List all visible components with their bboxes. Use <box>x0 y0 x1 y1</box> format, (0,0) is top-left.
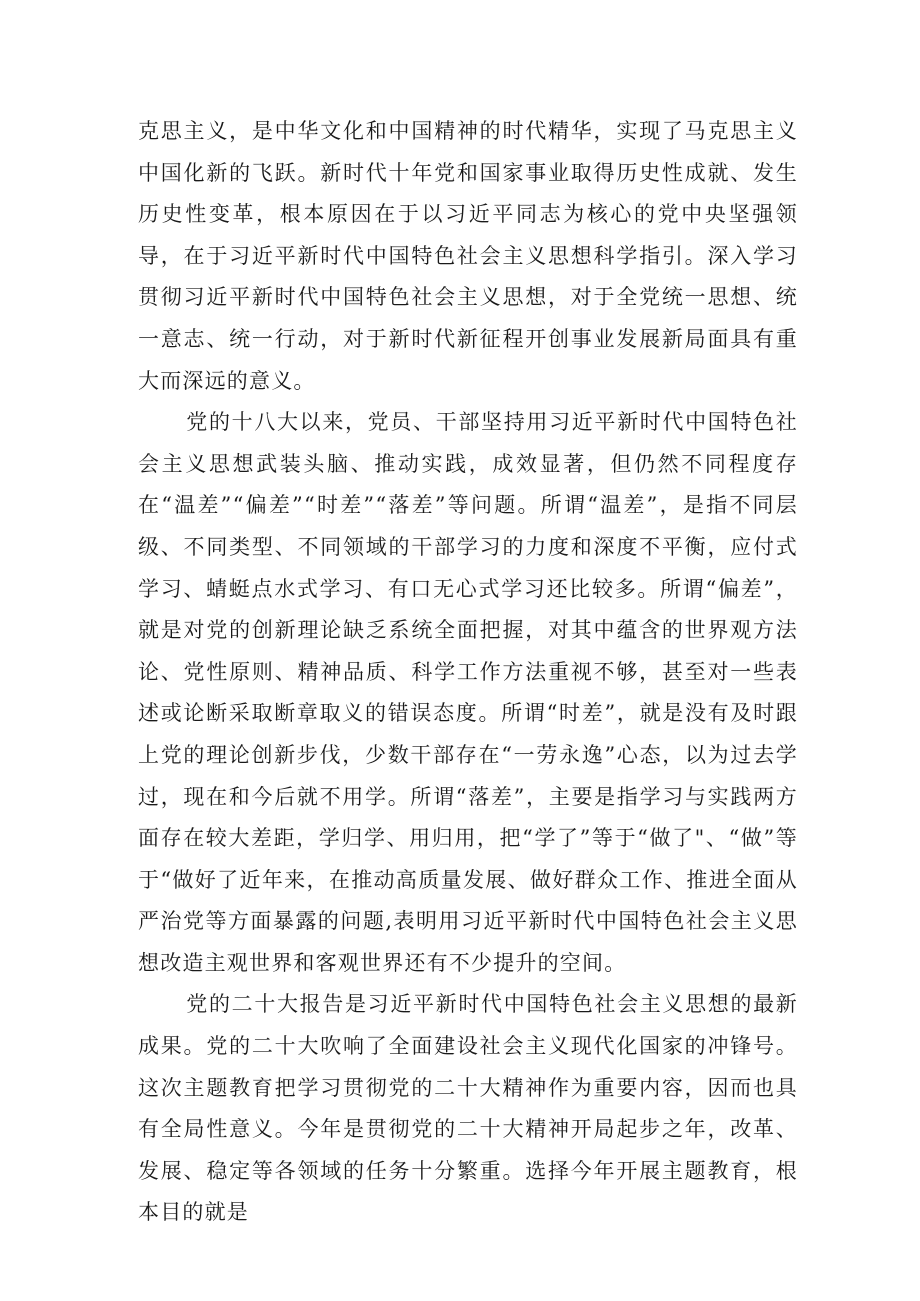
paragraph-2: 党的十八大以来，党员、干部坚持用习近平新时代中国特色社会主义思想武装头脑、推动实践，成效显著，但仍然不同程度存在“温差”“偏差”“时差”“落差”等问题。所谓“温差”，是指不同层级、不同类型、不同领域的干部学习的力度和深度不平衡，应付式学习、蜻蜓点水式学习、有口无心式学习还比较多。所谓“偏差”，就是对党的创新理论缺乏系统全面把握，对其中蕴含的世界观方法论、党性原则、精神品质、科学工作方法重视不够，甚至对一些表述或论断采取断章取义的错误态度。所谓“时差”，就是没有及时跟上党的理论创新步伐，少数干部存在“一劳永逸”心态，以为过去学过，现在和今后就不用学。所谓“落差”，主要是指学习与实践两方面存在较大差距，学归学、用归用，把“学了”等于“做了"、“做”等于“做好了近年来，在推动高质量发展、做好群众工作、推进全面从严治党等方面暴露的问题,表明用习近平新时代中国特色社会主义思想改造主观世界和客观世界还有不少提升的空间。 <box>138 410 798 975</box>
paragraph-1: 克思主义，是中华文化和中国精神的时代精华，实现了马克思主义中国化新的飞跃。新时代十年党和国家事业取得历史性成就、发生历史性变革，根本原因在于以习近平同志为核心的党中央坚强领导，在于习近平新时代中国特色社会主义思想科学指引。深入学习贯彻习近平新时代中国特色社会主义思想，对于全党统一思想、统一意志、统一行动，对于新时代新征程开创事业发展新局面具有重大而深远的意义。 <box>138 119 798 393</box>
paragraph-3: 党的二十大报告是习近平新时代中国特色社会主义思想的最新成果。党的二十大吹响了全面建设社会主义现代化国家的冲锋号。这次主题教育把学习贯彻党的二十大精神作为重要内容，因而也具有全局性意义。今年是贯彻党的二十大精神开局起步之年，改革、发展、稳定等各领域的任务十分繁重。选择今年开展主题教育，根本目的就是 <box>138 992 798 1225</box>
document-body <box>138 111 798 1234</box>
